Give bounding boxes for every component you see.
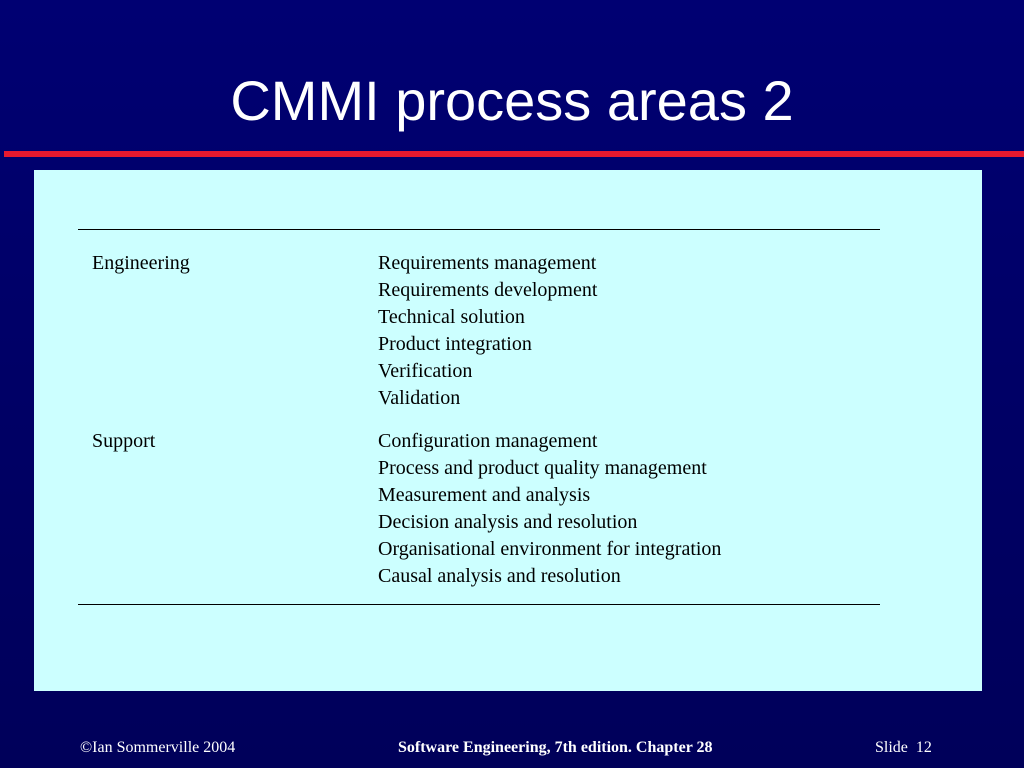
list-item: Requirements management bbox=[378, 252, 597, 274]
group-category: Support bbox=[92, 430, 156, 452]
list-item: Verification bbox=[378, 360, 473, 382]
slide-number: 12 bbox=[915, 739, 932, 756]
table-top-rule bbox=[78, 229, 880, 230]
list-item: Process and product quality management bbox=[378, 457, 707, 479]
list-item: Organisational environment for integration bbox=[378, 538, 722, 560]
content-panel bbox=[34, 170, 982, 691]
group-category: Engineering bbox=[92, 252, 190, 274]
list-item: Measurement and analysis bbox=[378, 484, 591, 506]
title-divider bbox=[4, 151, 1024, 157]
footer-slide-number bbox=[875, 738, 932, 758]
footer-book-title: Software Engineering, 7th edition. Chapter 28 bbox=[398, 739, 713, 756]
table-bottom-rule bbox=[78, 604, 880, 605]
list-item: Decision analysis and resolution bbox=[378, 511, 638, 533]
group-items bbox=[378, 428, 721, 590]
list-item: Requirements development bbox=[378, 279, 598, 301]
list-item: Causal analysis and resolution bbox=[378, 565, 621, 587]
list-item: Validation bbox=[378, 387, 461, 409]
list-item: Product integration bbox=[378, 333, 532, 355]
slide-label: Slide bbox=[875, 739, 908, 756]
group-items bbox=[378, 250, 597, 412]
list-item: Technical solution bbox=[378, 306, 525, 328]
slide-title: CMMI process areas 2 bbox=[230, 69, 794, 132]
list-item: Configuration management bbox=[378, 430, 598, 452]
footer-copyright: ©Ian Sommerville 2004 bbox=[80, 739, 236, 756]
